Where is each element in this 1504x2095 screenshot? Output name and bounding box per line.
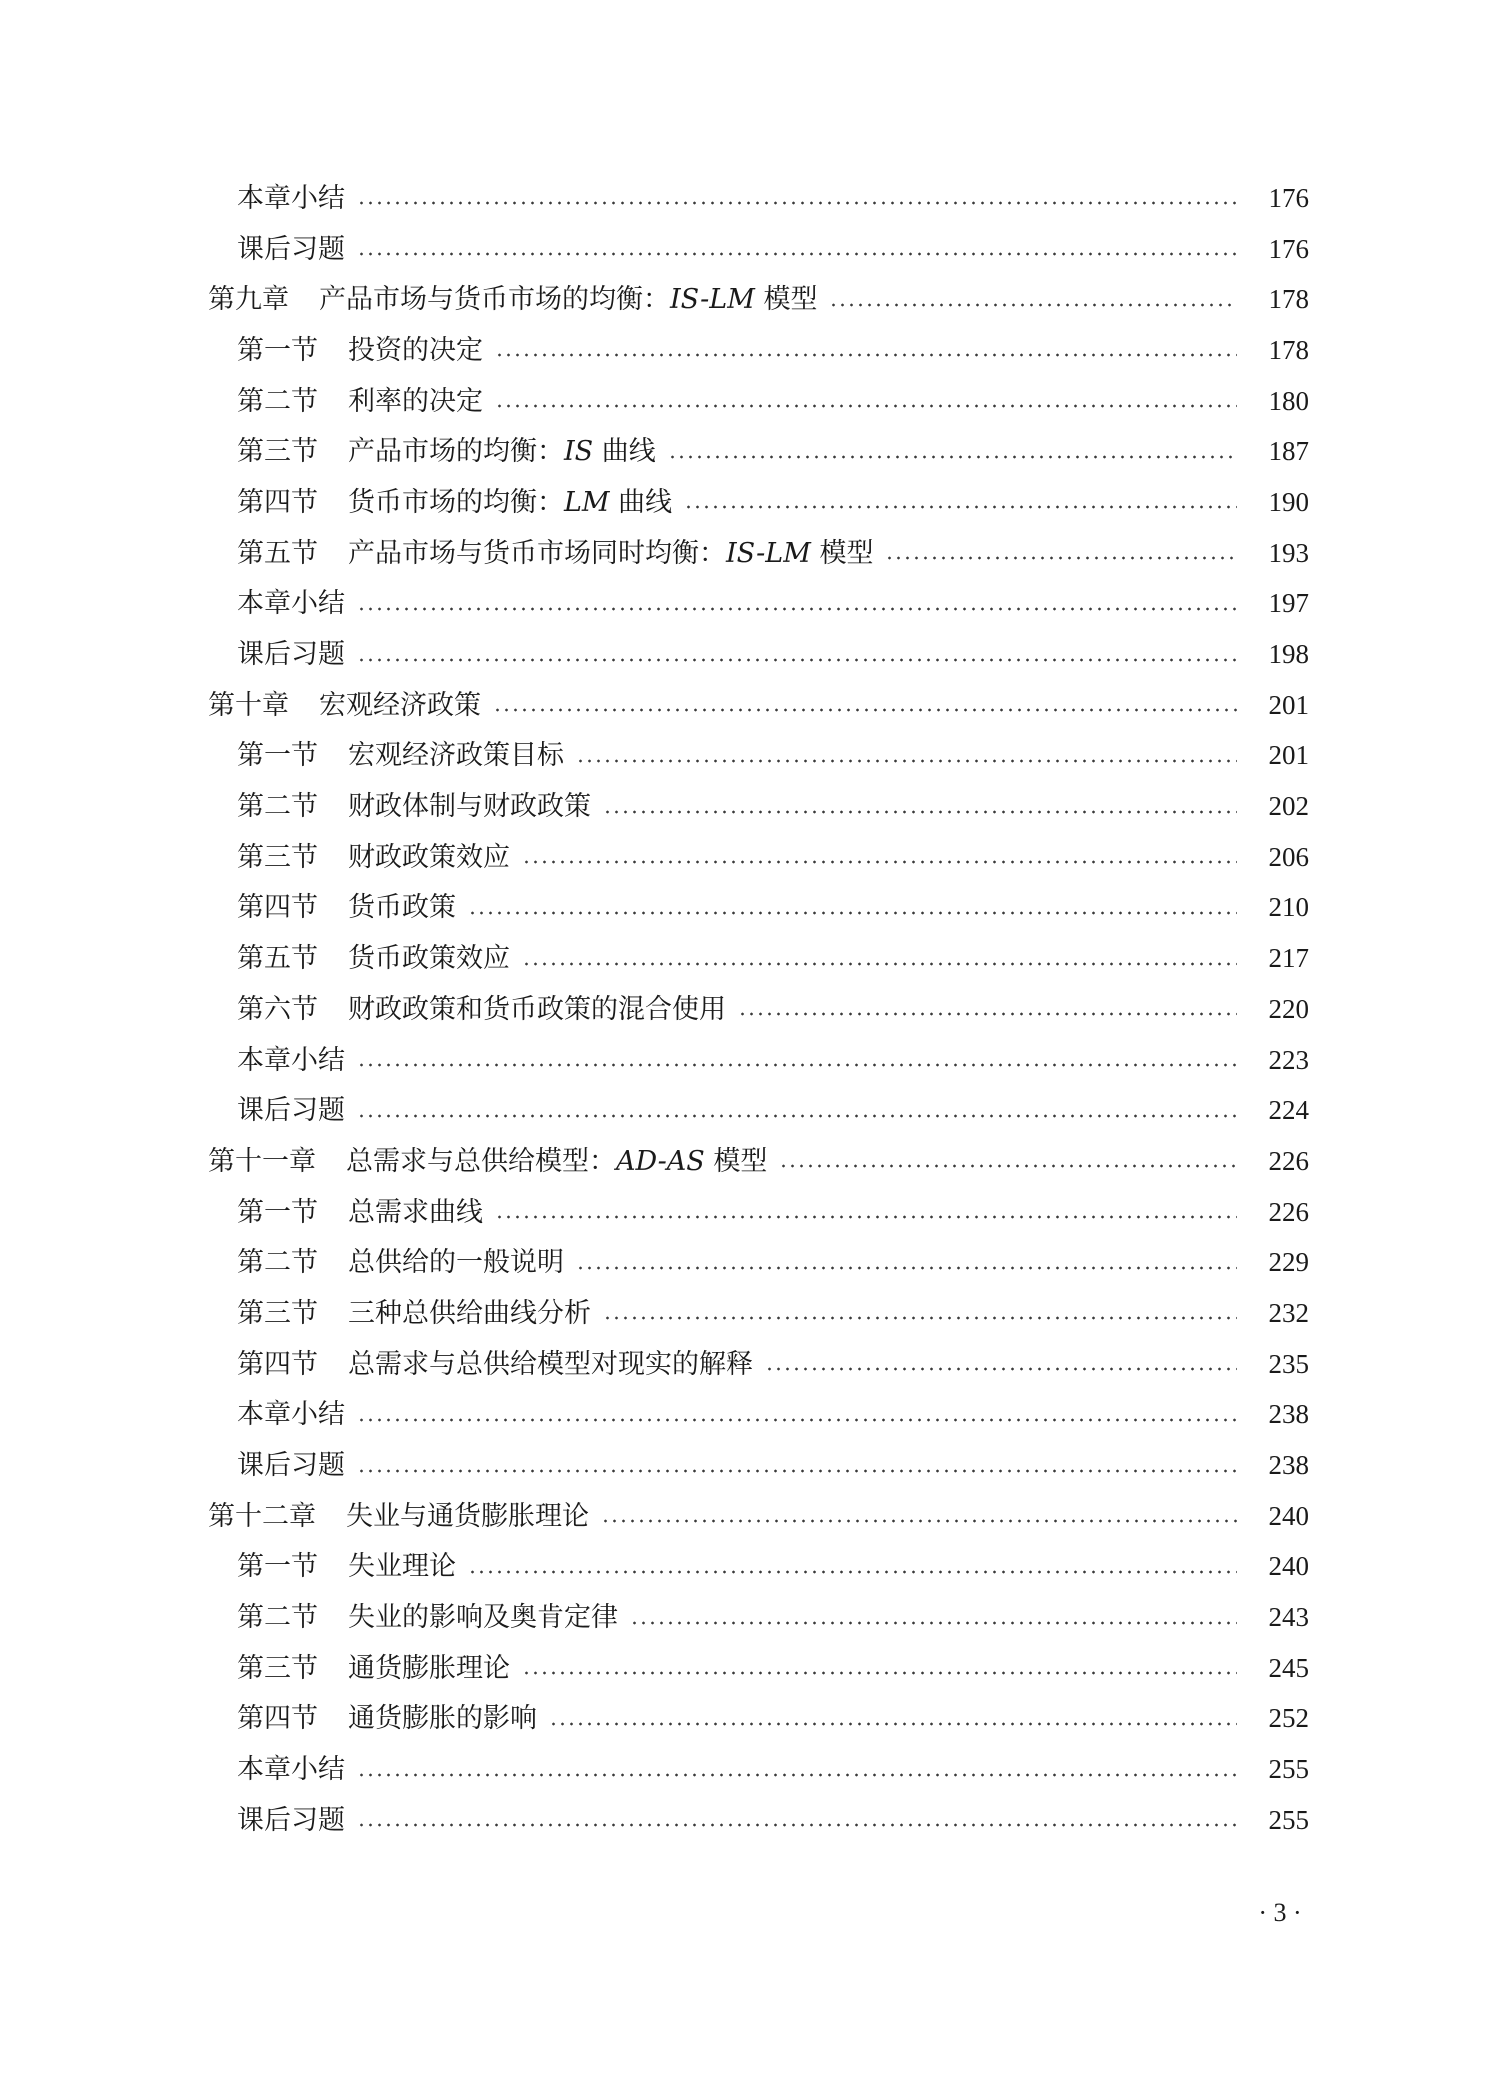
model-abbreviation: IS-LM: [726, 537, 811, 569]
toc-dot-leader: [468, 1570, 1237, 1574]
toc-chapter-row[interactable]: [0, 680, 1504, 731]
toc-page-number: 176: [1268, 182, 1309, 213]
toc-dot-leader: [603, 810, 1237, 814]
toc-page-number: 223: [1268, 1044, 1309, 1075]
toc-page-number: 176: [1268, 233, 1309, 264]
toc-section-row[interactable]: [0, 1440, 1504, 1491]
toc-section-row[interactable]: [0, 528, 1504, 579]
toc-dot-leader: [549, 1722, 1237, 1726]
toc-page-number: 193: [1268, 537, 1309, 568]
toc-section-row[interactable]: [0, 1085, 1504, 1136]
toc-section-row[interactable]: [0, 731, 1504, 782]
toc-section-row[interactable]: [0, 477, 1504, 528]
toc-page-number: 255: [1268, 1804, 1309, 1835]
toc-entry-title: 产品市场的均衡：IS 曲线: [348, 436, 656, 468]
toc-entry-title: 失业与通货膨胀理论: [346, 1500, 589, 1532]
toc-dot-leader: [522, 860, 1237, 864]
toc-page-number: 187: [1268, 436, 1309, 467]
toc-dot-leader: [357, 1063, 1237, 1067]
toc-dot-leader: [522, 1671, 1237, 1675]
toc-entry-title: 宏观经济政策目标: [348, 740, 564, 772]
toc-section-row[interactable]: [0, 1795, 1504, 1846]
toc-page-number: 206: [1268, 841, 1309, 872]
toc-page-number: 210: [1268, 892, 1309, 923]
toc-section-row[interactable]: [0, 933, 1504, 984]
toc-page-number: 229: [1268, 1247, 1309, 1278]
toc-entry-number: 第二节: [237, 1602, 318, 1634]
toc-entry-title: 总需求与总供给模型对现实的解释: [348, 1348, 753, 1380]
toc-dot-leader: [576, 1266, 1237, 1270]
toc-section-row[interactable]: [0, 224, 1504, 275]
toc-dot-leader: [885, 556, 1237, 560]
toc-dot-leader: [493, 708, 1237, 712]
toc-dot-leader: [357, 1114, 1237, 1118]
toc-section-row[interactable]: [0, 781, 1504, 832]
toc-section-row[interactable]: [0, 1237, 1504, 1288]
model-abbreviation: LM: [564, 486, 610, 518]
toc-entry-number: 第一节: [237, 1196, 318, 1228]
toc-section-row[interactable]: [0, 426, 1504, 477]
toc-page-number: 220: [1268, 993, 1309, 1024]
toc-entry-title: 总需求曲线: [348, 1196, 483, 1228]
toc-entry-number: 第三节: [237, 1652, 318, 1684]
toc-page-number: 245: [1268, 1652, 1309, 1683]
toc-section-row[interactable]: [0, 1288, 1504, 1339]
toc-page-number: 178: [1268, 284, 1309, 315]
toc-entry-title: 课后习题: [237, 1095, 345, 1127]
toc-entry-number: 第六节: [237, 993, 318, 1025]
model-abbreviation: IS: [564, 436, 594, 468]
toc-section-row[interactable]: [0, 629, 1504, 680]
toc-entry-title: 课后习题: [237, 233, 345, 265]
toc-entry-number: 第十二章: [208, 1500, 316, 1532]
toc-page-number: 240: [1268, 1500, 1309, 1531]
model-abbreviation: IS-LM: [670, 284, 755, 316]
toc-entry-title: 课后习题: [237, 1450, 345, 1482]
toc-section-row[interactable]: [0, 173, 1504, 224]
toc-page-number: 226: [1268, 1196, 1309, 1227]
toc-page-number: 243: [1268, 1602, 1309, 1633]
toc-section-row[interactable]: [0, 1542, 1504, 1593]
toc-section-row[interactable]: [0, 1187, 1504, 1238]
toc-dot-leader: [765, 1367, 1237, 1371]
toc-entry-title: 利率的决定: [348, 385, 483, 417]
toc-page-number: 180: [1268, 385, 1309, 416]
toc-dot-leader: [357, 1469, 1237, 1473]
toc-entry-title: 财政政策和货币政策的混合使用: [348, 993, 726, 1025]
toc-entry-number: 第十章: [208, 689, 289, 721]
toc-entry-number: 第三节: [237, 436, 318, 468]
toc-entry-title: 失业理论: [348, 1551, 456, 1583]
toc-entry-number: 第三节: [237, 1297, 318, 1329]
toc-entry-title: 产品市场与货币市场的均衡：IS-LM 模型: [319, 284, 818, 316]
toc-section-row[interactable]: [0, 832, 1504, 883]
toc-dot-leader: [495, 404, 1237, 408]
toc-entry-number: 第四节: [237, 486, 318, 518]
toc-page-number: 238: [1268, 1450, 1309, 1481]
toc-page-number: 238: [1268, 1399, 1309, 1430]
toc-entry-number: 第五节: [237, 537, 318, 569]
toc-page-number: 201: [1268, 689, 1309, 720]
toc-entry-number: 第十一章: [208, 1145, 316, 1177]
toc-entry-title: 本章小结: [237, 1399, 345, 1431]
toc-dot-leader: [779, 1164, 1237, 1168]
toc-page-number: 178: [1268, 334, 1309, 365]
toc-entry-title: 本章小结: [237, 588, 345, 620]
toc-entry-title: 产品市场与货币市场同时均衡：IS-LM 模型: [348, 537, 874, 569]
toc-entry-title: 课后习题: [237, 1804, 345, 1836]
toc-dot-leader: [601, 1519, 1237, 1523]
toc-dot-leader: [357, 658, 1237, 662]
toc-entry-title: 本章小结: [237, 1044, 345, 1076]
toc-entry-title: 课后习题: [237, 639, 345, 671]
toc-page-number: 226: [1268, 1145, 1309, 1176]
toc-entry-title: 财政体制与财政政策: [348, 791, 591, 823]
toc-section-row[interactable]: [0, 376, 1504, 427]
toc-section-row[interactable]: [0, 1339, 1504, 1390]
toc-entry-title: 货币市场的均衡：LM 曲线: [348, 486, 673, 518]
toc-page-number: 190: [1268, 486, 1309, 517]
toc-entry-title: 通货膨胀的影响: [348, 1703, 537, 1735]
toc-dot-leader: [357, 201, 1237, 205]
toc-page-number: 217: [1268, 943, 1309, 974]
model-abbreviation: AD-AS: [616, 1145, 705, 1177]
toc-entry-title: 三种总供给曲线分析: [348, 1297, 591, 1329]
toc-entry-number: 第一节: [237, 1551, 318, 1583]
toc-section-row[interactable]: [0, 1035, 1504, 1086]
toc-entry-number: 第四节: [237, 1348, 318, 1380]
toc-dot-leader: [668, 455, 1237, 459]
toc-section-row[interactable]: [0, 1390, 1504, 1441]
toc-entry-title: 本章小结: [237, 182, 345, 214]
toc-dot-leader: [495, 1215, 1237, 1219]
toc-dot-leader: [738, 1012, 1237, 1016]
toc-page-number: 201: [1268, 740, 1309, 771]
toc-page-number: 252: [1268, 1703, 1309, 1734]
toc-page-number: 202: [1268, 791, 1309, 822]
toc-dot-leader: [576, 759, 1237, 763]
toc-section-row[interactable]: [0, 1592, 1504, 1643]
toc-page-number: 197: [1268, 588, 1309, 619]
toc-entry-number: 第二节: [237, 1247, 318, 1279]
toc-section-row[interactable]: [0, 1744, 1504, 1795]
toc-entry-number: 第四节: [237, 1703, 318, 1735]
toc-dot-leader: [522, 962, 1237, 966]
toc-chapter-row[interactable]: [0, 1136, 1504, 1187]
toc-entry-title: 本章小结: [237, 1754, 345, 1786]
toc-entry-title: 宏观经济政策: [319, 689, 481, 721]
toc-entry-number: 第三节: [237, 841, 318, 873]
toc-entry-number: 第四节: [237, 892, 318, 924]
toc-dot-leader: [357, 252, 1237, 256]
toc-entry-number: 第二节: [237, 385, 318, 417]
toc-page-number: 198: [1268, 639, 1309, 670]
toc-entry-title: 总供给的一般说明: [348, 1247, 564, 1279]
toc-dot-leader: [829, 303, 1237, 307]
toc-dot-leader: [684, 505, 1237, 509]
toc-entry-title: 投资的决定: [348, 334, 483, 366]
toc-section-row[interactable]: [0, 579, 1504, 630]
toc-section-row[interactable]: [0, 1643, 1504, 1694]
toc-entry-number: 第一节: [237, 334, 318, 366]
toc-dot-leader: [495, 353, 1237, 357]
toc-dot-leader: [630, 1621, 1237, 1625]
toc-section-row[interactable]: [0, 1694, 1504, 1745]
toc-dot-leader: [357, 1773, 1237, 1777]
toc-entry-number: 第二节: [237, 791, 318, 823]
toc-page-number: 224: [1268, 1095, 1309, 1126]
toc-entry-number: 第九章: [208, 284, 289, 316]
toc-entry-number: 第五节: [237, 943, 318, 975]
toc-section-row[interactable]: [0, 883, 1504, 934]
toc-entry-title: 财政政策效应: [348, 841, 510, 873]
toc-section-row[interactable]: [0, 984, 1504, 1035]
page-number: · 3 ·: [1258, 1898, 1302, 1927]
toc-chapter-row[interactable]: [0, 274, 1504, 325]
toc-entry-number: 第一节: [237, 740, 318, 772]
toc-dot-leader: [357, 1418, 1237, 1422]
toc-entry-title: 失业的影响及奥肯定律: [348, 1602, 618, 1634]
toc-dot-leader: [357, 1823, 1237, 1827]
toc-page-number: 232: [1268, 1297, 1309, 1328]
toc-chapter-row[interactable]: [0, 1491, 1504, 1542]
toc-section-row[interactable]: [0, 325, 1504, 376]
toc-entry-title: 货币政策效应: [348, 943, 510, 975]
toc-entry-title: 货币政策: [348, 892, 456, 924]
toc-page-number: 255: [1268, 1754, 1309, 1785]
toc-page-number: 240: [1268, 1551, 1309, 1582]
toc-dot-leader: [603, 1316, 1237, 1320]
toc-page-number: 235: [1268, 1348, 1309, 1379]
toc-dot-leader: [357, 607, 1237, 611]
toc-entry-title: 通货膨胀理论: [348, 1652, 510, 1684]
table-of-contents: [0, 173, 1504, 1846]
toc-entry-title: 总需求与总供给模型：AD-AS 模型: [346, 1145, 768, 1177]
toc-dot-leader: [468, 911, 1237, 915]
